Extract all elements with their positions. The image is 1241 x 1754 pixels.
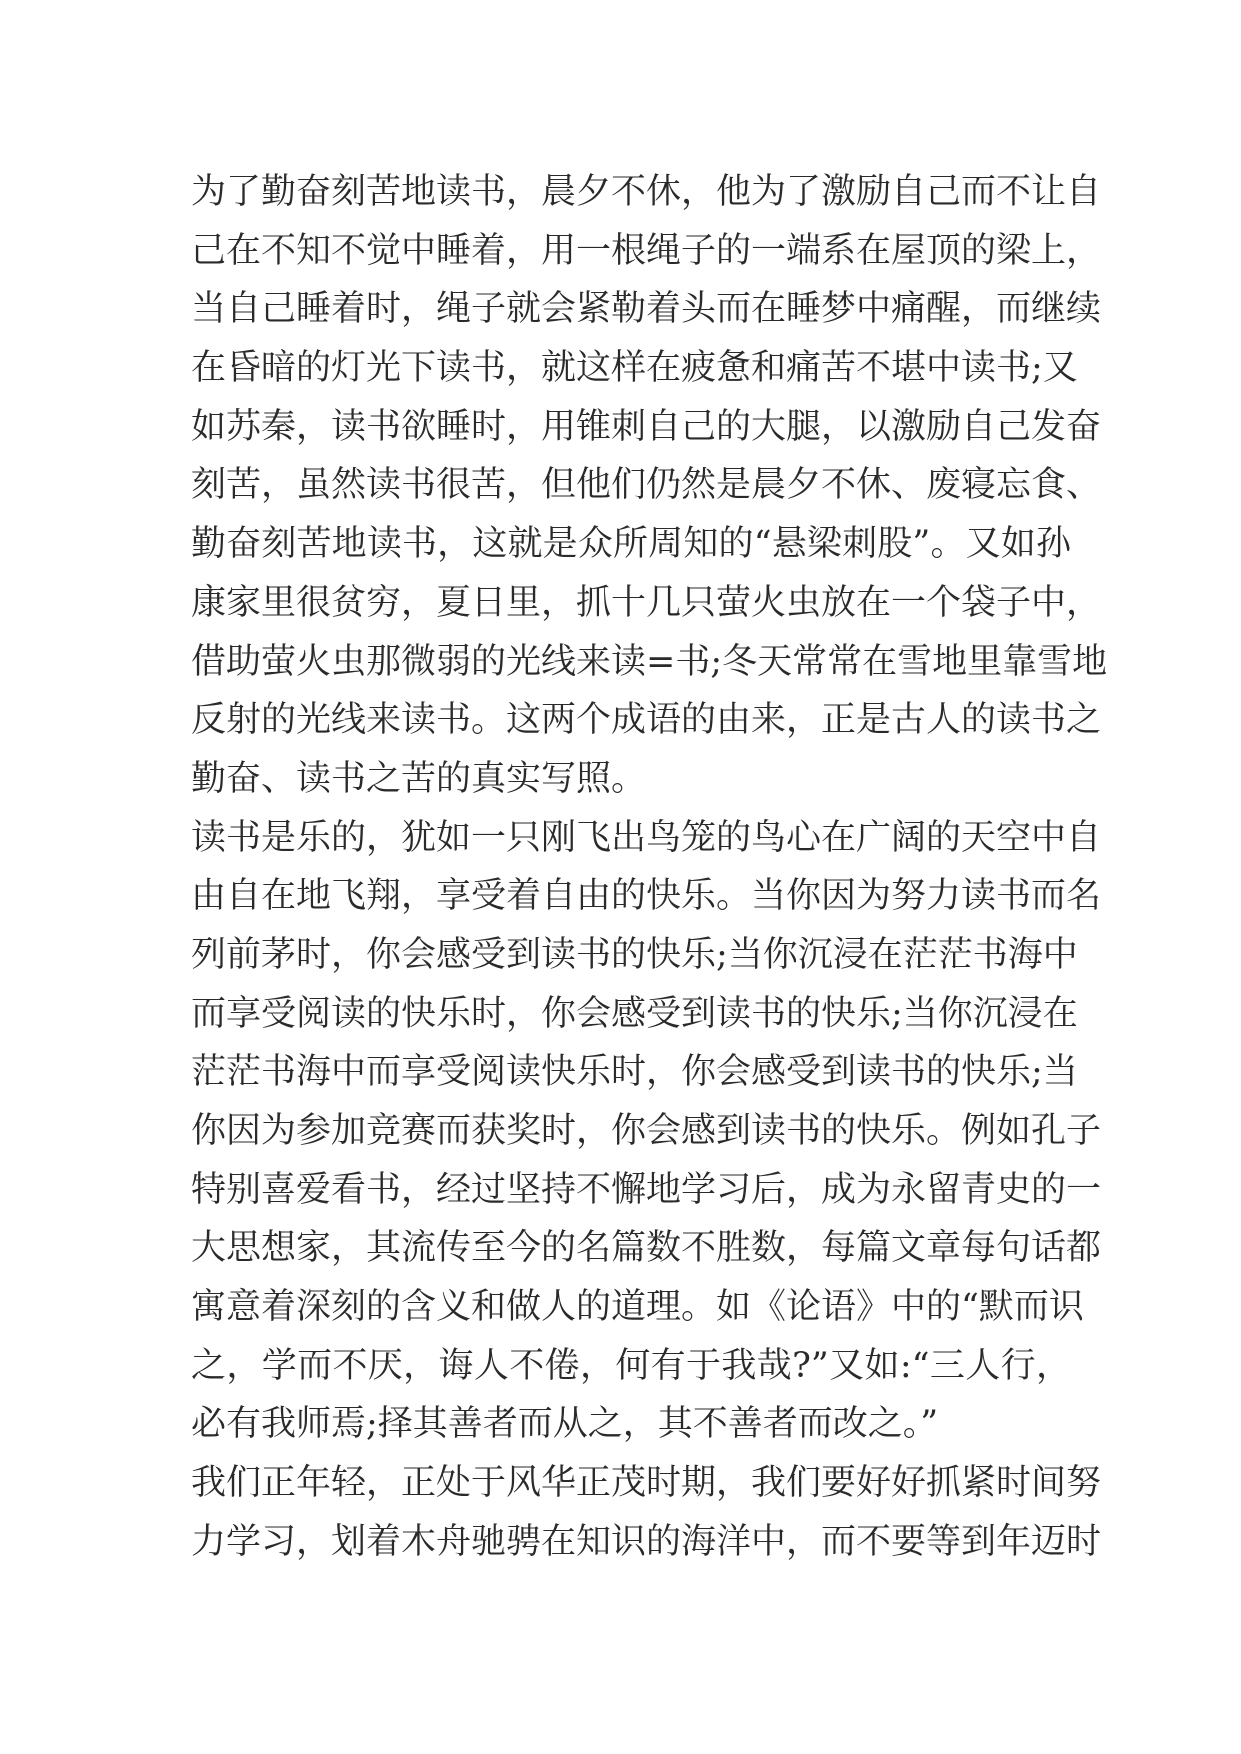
text-line: 必有我师焉;择其善者而从之，其不善者而改之。”: [191, 1404, 939, 1445]
text-line: 勤奋刻苦地读书，这就是众所周知的“悬梁刺股”。又如孙: [191, 524, 1071, 565]
text-line: 勤奋、读书之苦的真实写照。: [191, 758, 647, 799]
text-line: 在昏暗的灯光下读书，就这样在疲惫和痛苦不堪中读书;又: [191, 348, 1078, 389]
text-line: 大思想家，其流传至今的名篇数不胜数，每篇文章每句话都: [191, 1228, 1102, 1269]
text-line: 列前茅时，你会感受到读书的快乐;当你沉浸在茫茫书海中: [191, 934, 1078, 975]
text-line: 由自在地飞翔，享受着自由的快乐。当你因为努力读书而名: [191, 876, 1102, 917]
text-line: 反射的光线来读书。这两个成语的由来，正是古人的读书之: [191, 700, 1102, 741]
text-line: 寓意着深刻的含义和做人的道理。如《论语》中的“默而识: [191, 1287, 1084, 1328]
text-line: 我们正年轻，正处于风华正茂时期，我们要好好抓紧时间努: [191, 1463, 1102, 1504]
text-line: 茫茫书海中而享受阅读快乐时，你会感受到读书的快乐;当: [191, 1052, 1078, 1093]
text-line: 之，学而不厌，诲人不倦，何有于我哉?”又如:“三人行，: [191, 1345, 1071, 1386]
text-line: 刻苦，虽然读书很苦，但他们仍然是晨夕不休、废寝忘食、: [191, 465, 1102, 506]
text-line: 你因为参加竞赛而获奖时，你会感到读书的快乐。例如孔子: [191, 1111, 1102, 1151]
text-line: 力学习，划着木舟驰骋在知识的海洋中，而不要等到年迈时: [191, 1521, 1102, 1562]
text-line: 特别喜爱看书，经过坚持不懈地学习后，成为永留青史的一: [191, 1169, 1102, 1210]
text-line: 康家里很贫穷，夏日里，抓十几只萤火虫放在一个袋子中，: [191, 582, 1102, 623]
text-line: 己在不知不觉中睡着，用一根绳子的一端系在屋顶的梁上，: [191, 230, 1102, 271]
body-text: [191, 163, 1108, 1572]
text-line: 为了勤奋刻苦地读书，晨夕不休，他为了激励自己而不让自: [191, 172, 1102, 212]
text-line: 而享受阅读的快乐时，你会感受到读书的快乐;当你沉浸在: [191, 993, 1078, 1034]
text-line: 如苏秦，读书欲睡时，用锥刺自己的大腿，以激励自己发奋: [191, 406, 1102, 447]
text-line: 当自己睡着时，绳子就会紧勒着头而在睡梦中痛醒，而继续: [191, 289, 1102, 330]
text-line: 借助萤火虫那微弱的光线来读=书;冬天常常在雪地里靠雪地: [191, 641, 1108, 682]
text-line: 读书是乐的，犹如一只刚飞出鸟笼的鸟心在广阔的天空中自: [191, 817, 1102, 858]
